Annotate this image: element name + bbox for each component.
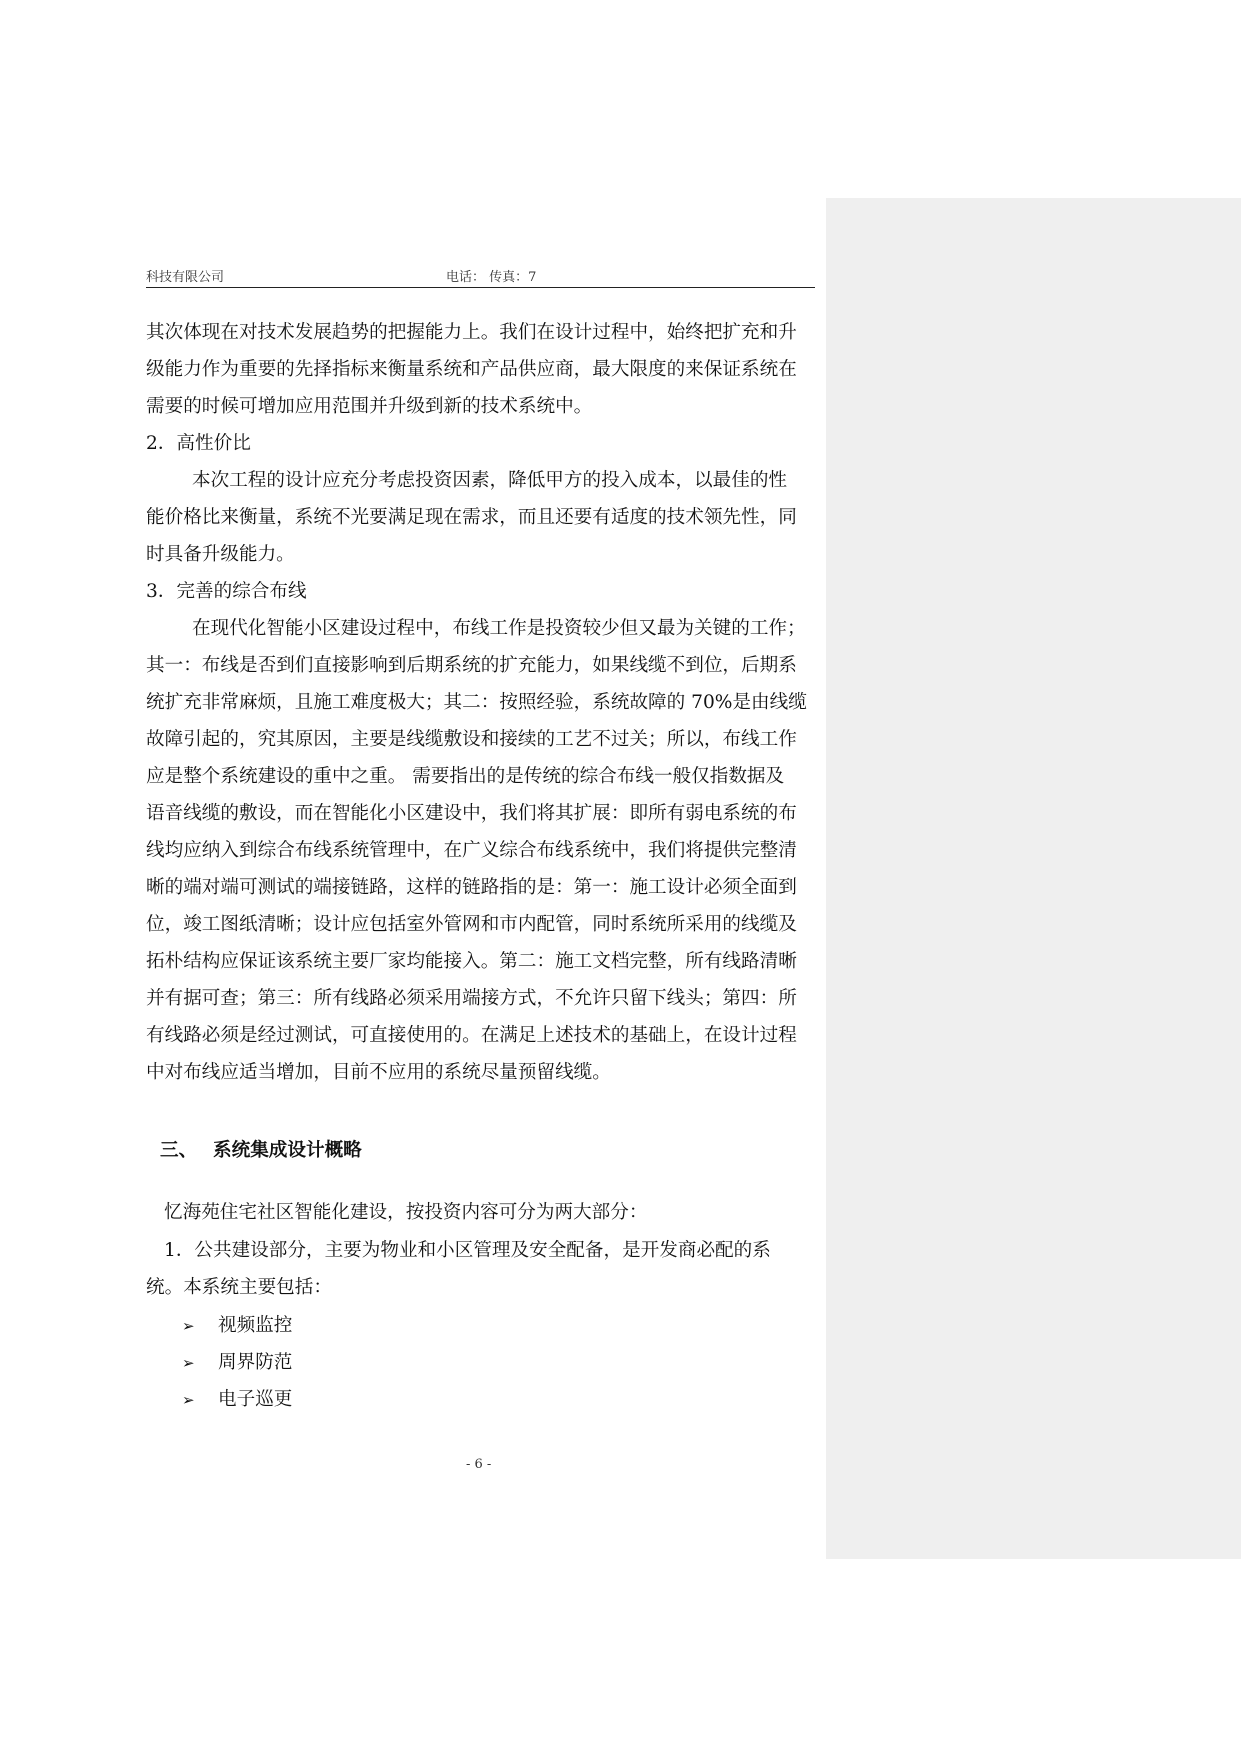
comment-pane: [826, 198, 1241, 1559]
page-header: [146, 263, 815, 288]
section-number: 三、: [160, 1140, 198, 1161]
body-line: 位，竣工图纸清晰；设计应包括室外管网和市内配管，同时系统所采用的线缆及: [146, 914, 797, 935]
section-item1-line1: 1．公共建设部分，主要为物业和小区管理及安全配备，是开发商必配的系: [164, 1240, 771, 1261]
bullet-label: 周界防范: [218, 1352, 293, 1373]
body-line: 在现代化智能小区建设过程中，布线工作是投资较少但又最为关键的工作；: [192, 618, 806, 639]
section-item1-line2: 统。本系统主要包括：: [146, 1277, 332, 1298]
body-line: 晰的端对端可测试的端接链路，这样的链路指的是：第一：施工设计必须全面到: [146, 877, 797, 898]
page-number: - 6 -: [466, 1457, 492, 1472]
arrow-bullet-icon: ➢: [182, 1317, 195, 1335]
body-line: 其次体现在对技术发展趋势的把握能力上。我们在设计过程中，始终把扩充和升: [146, 322, 797, 343]
body-line: 语音线缆的敷设，而在智能化小区建设中，我们将其扩展：即所有弱电系统的布: [146, 803, 797, 824]
bullet-item: [182, 1350, 292, 1376]
body-line: 级能力作为重要的先择指标来衡量系统和产品供应商，最大限度的来保证系统在: [146, 359, 797, 380]
body-line: 其一：布线是否到们直接影响到后期系统的扩充能力，如果线缆不到位，后期系: [146, 655, 797, 676]
bullet-label: 电子巡更: [218, 1389, 293, 1410]
body-line: 有线路必须是经过测试，可直接使用的。在满足上述技术的基础上，在设计过程: [146, 1025, 797, 1046]
arrow-bullet-icon: ➢: [182, 1391, 195, 1409]
body-line: 并有据可查；第三：所有线路必须采用端接方式，不允许只留下线头；第四：所: [146, 988, 797, 1009]
subheading-2: 2．高性价比: [146, 433, 251, 454]
section-heading: [160, 1138, 362, 1164]
body-line: 应是整个系统建设的重中之重。 需要指出的是传统的综合布线一般仅指数据及: [146, 766, 785, 787]
body-line: 时具备升级能力。: [146, 544, 295, 565]
arrow-bullet-icon: ➢: [182, 1354, 195, 1372]
body-line: 统扩充非常麻烦，且施工难度极大；其二：按照经验，系统故障的 70%是由线缆: [146, 692, 807, 713]
section-title: 系统集成设计概略: [213, 1140, 362, 1161]
section-intro: 忆海苑住宅社区智能化建设，按投资内容可分为两大部分：: [164, 1202, 648, 1223]
body-line: 需要的时候可增加应用范围并升级到新的技术系统中。: [146, 396, 593, 417]
header-company: 科技有限公司: [146, 270, 225, 285]
body-line: 中对布线应适当增加，目前不应用的系统尽量预留线缆。: [146, 1062, 611, 1083]
bullet-item: [182, 1313, 292, 1339]
body-line: 能价格比来衡量，系统不光要满足现在需求，而且还要有适度的技术领先性，同: [146, 507, 797, 528]
bullet-label: 视频监控: [218, 1315, 293, 1336]
body-line: 线均应纳入到综合布线系统管理中，在广义综合布线系统中，我们将提供完整清: [146, 840, 797, 861]
subheading-3: 3．完善的综合布线: [146, 581, 307, 602]
body-line: 本次工程的设计应充分考虑投资因素，降低甲方的投入成本，以最佳的性: [192, 470, 788, 491]
bullet-item: [182, 1387, 292, 1413]
header-contact: 电话： 传真：7: [446, 270, 537, 285]
body-line: 故障引起的，究其原因，主要是线缆敷设和接续的工艺不过关；所以，布线工作: [146, 729, 797, 750]
body-line: 拓朴结构应保证该系统主要厂家均能接入。第二：施工文档完整，所有线路清晰: [146, 951, 797, 972]
